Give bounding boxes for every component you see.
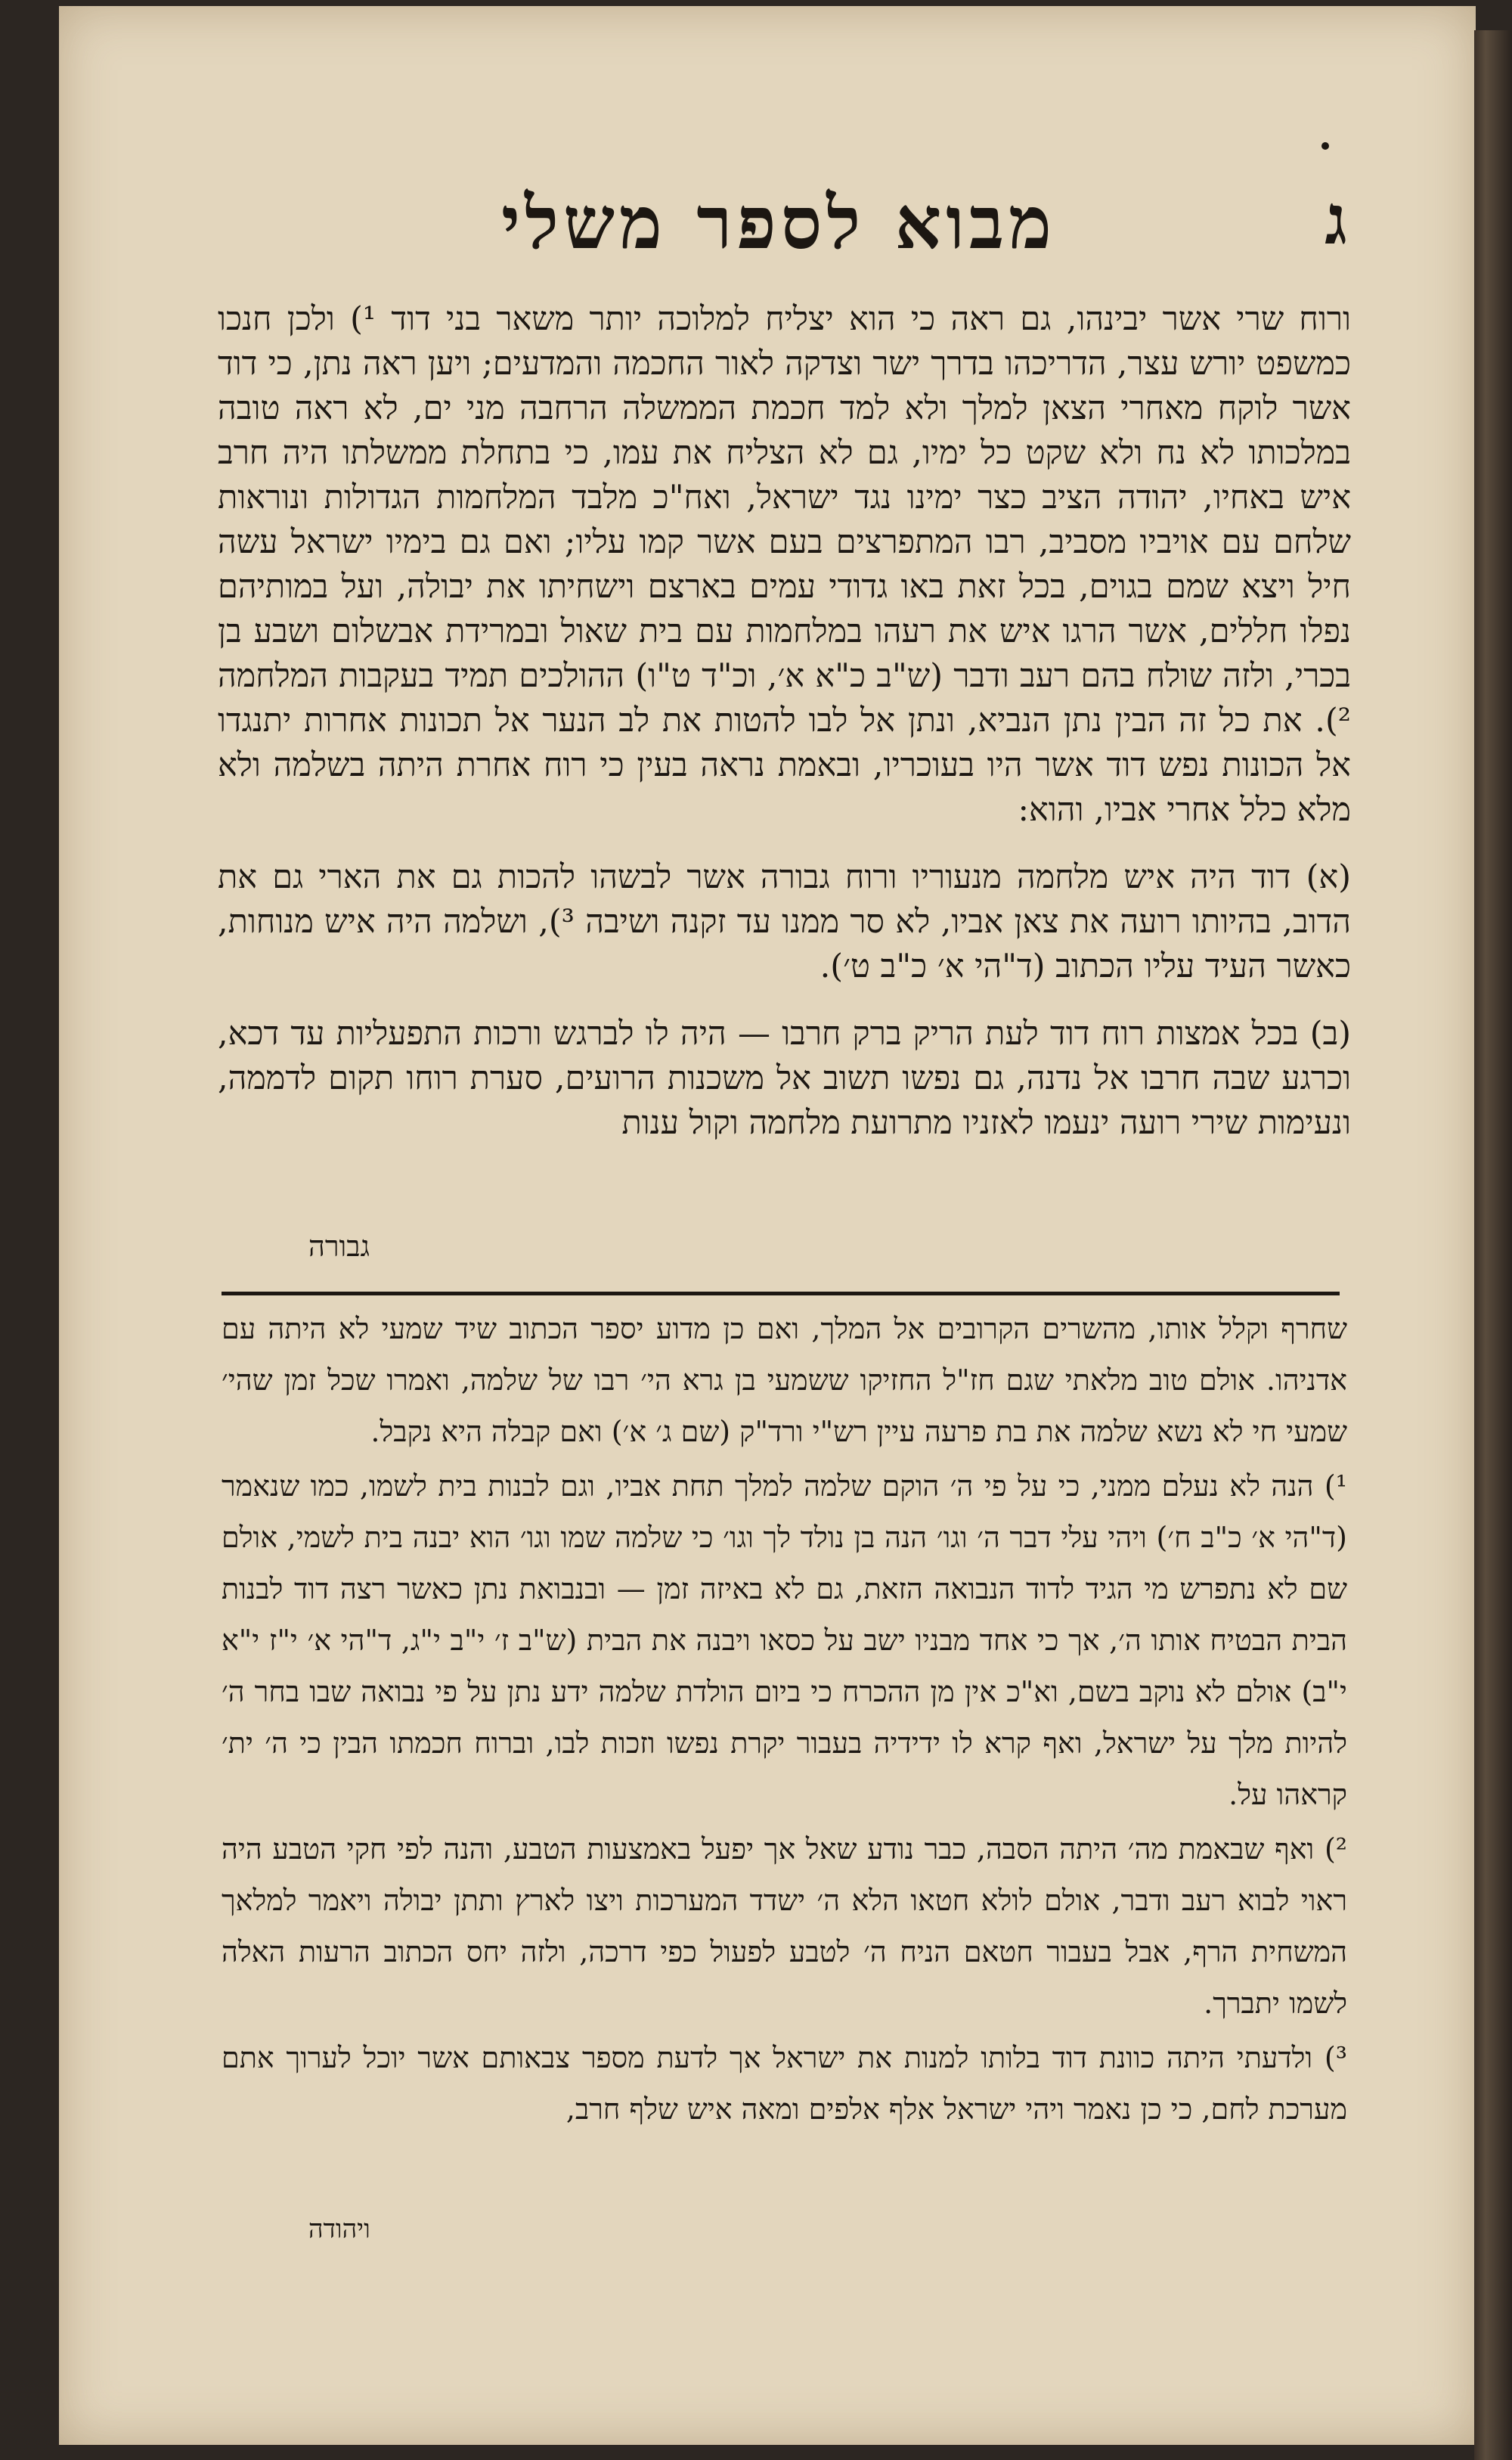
page-letter: ג — [1325, 180, 1347, 260]
footnote-3: ³) ולדעתי היתה כוונת דוד בלותו למנות את ישראל אך לדעת מספר צבאותם אשר יוכל לערוך אתם מערכת לחם, כי כן נאמר ויהי ישראל אלף אלפים ומאה איש שלף חרב, — [222, 2041, 1347, 2126]
catchword: גבורה — [308, 1230, 370, 1263]
paragraph-b: (ב) בכל אמצות רוח דוד לעת הריק ברק חרבו — היה לו לברגש ורכות התפעליות עד דכא, וכרגע שבה חרבו אל נדנה, גם נפשו תשוב אל משכנות הרועים, סערת רוחו תקום לדממה, ונעימות שירי רועה ינעמו לאזניו מתרועת מלחמה וקול ענות — [218, 1015, 1351, 1142]
footnotes — [222, 1303, 1347, 2138]
footnote-continued: שחרף וקלל אותו, מהשרים הקרובים אל המלך, ואם כן מדוע יספר הכתוב שיד שמעי לא היתה עם אדניהו. אולם טוב מלאתי שגם חז"ל החזיקו ששמעי בן גרא הי׳ רבו של שלמה, ואמרו שכל זמן שהי׳ שמעי חי לא נשא שלמה את בת פרעה עיין רש"י ורד"ק (שם ג׳ א׳) ואם קבלה היא נקבל. — [222, 1312, 1347, 1448]
footnote-rule — [222, 1292, 1340, 1295]
page-title: מבוא לספר משלי — [500, 180, 1057, 265]
footnote-catchword: ויהודה — [308, 2214, 370, 2244]
page-header — [210, 180, 1347, 286]
ink-speck — [1321, 142, 1329, 150]
page-content — [59, 6, 1476, 2445]
main-text — [218, 297, 1351, 1168]
paragraph-a: (א) דוד היה איש מלחמה מנעוריו ורוח גבורה אשר לבשהו להכות גם את הארי גם את הדוב, בהיותו רועה את צאן אביו, לא סר ממנו עד זקנה ושיבה ³), ושלמה היה איש מנוחות, כאשר העיד עליו הכתוב (ד"הי א׳ כ"ב ט׳). — [218, 858, 1351, 985]
page-edge-shadow — [1474, 30, 1512, 2460]
page — [59, 6, 1476, 2445]
paragraph-intro: ורוח שרי אשר יבינהו, גם ראה כי הוא יצליח למלוכה יותר משאר בני דוד ¹) ולכן חנכו כמשפט יורש עצר, הדריכהו בדרך ישר וצדקה לאור החכמה והמדעים; ויען ראה נתן, כי דוד אשר לוקח מאחרי הצאן למלך ולא למד חכמת הממשלה הרחבה מני ים, לא ראה טובה במלכותו לא נח ולא שקט כל ימיו, גם לא הצליח את עמו, כי בתחלת ממשלתו היה חרב איש באחיו, יהודה הציב כצר ימינו נגד ישראל, ואח"כ מלבד המלחמות הגדולות ונוראות שלחם עם אויביו מסביב, רבו המתפרצים בעם אשר קמו עליו; ואם גם בימיו ישראל עשה חיל ויצא שמם בגוים, בכל זאת באו גדודי עמים בארצם וישחיתו את יבולה, ועל במותיהם נפלו חללים, אשר הרגו איש את רעהו במלחמות עם בית שאול ובמרידת אבשלום ושבע בן בכרי, ולזה שולח בהם רעב ודבר (ש"ב כ"א א׳, וכ"ד ט"ו) ההולכים תמיד בעקבות המלחמה ²). את כל זה הבין נתן הנביא, ונתן אל לבו להטות את לב הנער אל תכונות אחרות יתנגדו אל הכונות נפש דוד אשר היו בעוכריו, ובאמת נראה בעין כי רוח אחרת היתה בשלמה ולא מלא כלל אחרי אביו, והוא: — [218, 300, 1352, 829]
footnote-2: ²) ואף שבאמת מה׳ היתה הסבה, כבר נודע שאל אך יפעל באמצעות הטבע, והנה לפי חקי הטבע היה ראוי לבוא רעב ודבר, אולם לולא חטאו הלא ה׳ ישדד המערכות ויצו לארץ ותתן יבולה ויאמר למלאך המשחית הרף, אבל בעבור חטאם הניח ה׳ לטבע לפעול כפי דרכה, ולזה יחס הכתוב הרעות האלה לשמו יתברך. — [222, 1832, 1347, 2020]
footnote-1: ¹) הנה לא נעלם ממני, כי על פי ה׳ הוקם שלמה למלך תחת אביו, וגם לבנות בית לשמו, כמו שנאמר (ד"הי א׳ כ"ב ח׳) ויהי עלי דבר ה׳ וגו׳ הנה בן נולד לך וגו׳ כי שלמה שמו וגו׳ הוא יבנה בית לשמי, אולם שם לא נתפרש מי הגיד לדוד הנבואה הזאת, גם לא באיזה זמן — ובנבואת נתן כאשר רצה דוד לבנות הבית הבטיח אותו ה׳, אך כי אחד מבניו ישב על כסאו ויבנה את הבית (ש"ב ז׳ י"ב י"ג, ד"הי א׳ י"ז י"א י"ב) אולם לא נוקב בשם, וא"כ אין מן ההכרח כי ביום הולדת שלמה ידע נתן על פי נבואה שבו בחר ה׳ להיות מלך על ישראל, ואף קרא לו ידידיה בעבור יקרת נפשו וזכות לבו, וברוח חכמתו הבין כי ה׳ ית׳ קראהו על. — [222, 1469, 1347, 1811]
